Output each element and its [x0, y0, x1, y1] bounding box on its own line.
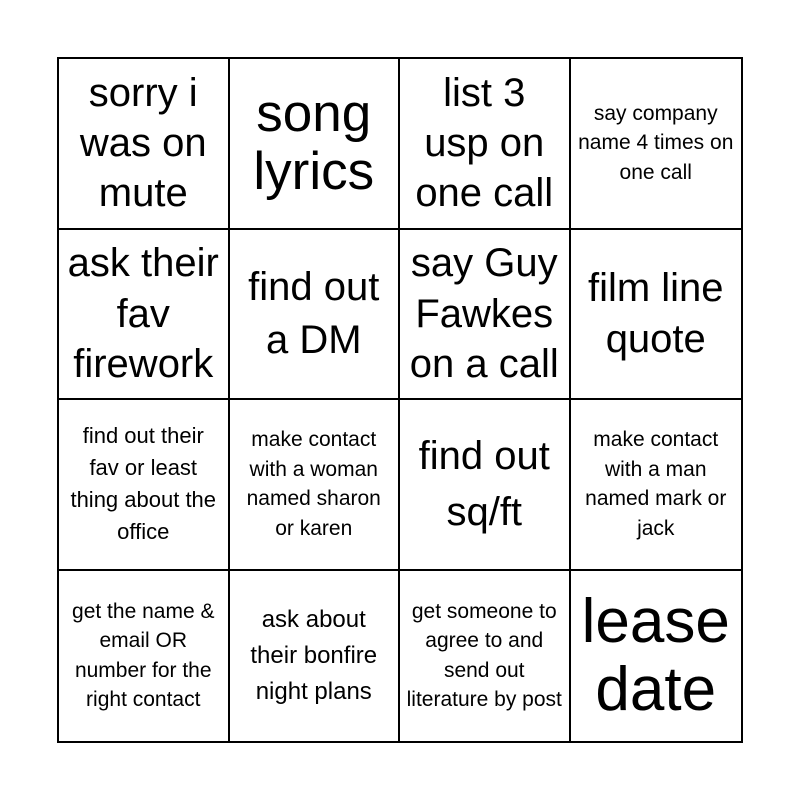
- cell-text: get someone to agree to and send out literature by post: [406, 599, 562, 712]
- bingo-cell[interactable]: [571, 400, 742, 571]
- cell-text: find out their fav or least thing about the office: [70, 423, 217, 545]
- bingo-cell[interactable]: [230, 59, 401, 230]
- bingo-cell[interactable]: [59, 59, 230, 230]
- cell-text: song lyrics: [253, 83, 375, 202]
- cell-text: find out sq/ft: [418, 434, 550, 535]
- cell-text: sorry i was on mute: [79, 70, 207, 216]
- bingo-cell[interactable]: [571, 571, 742, 742]
- cell-text: ask about their bonfire night plans: [250, 605, 378, 705]
- bingo-cell[interactable]: [400, 230, 571, 401]
- bingo-cell[interactable]: [59, 230, 230, 401]
- bingo-cell[interactable]: [571, 59, 742, 230]
- bingo-cell[interactable]: [400, 400, 571, 571]
- bingo-cell[interactable]: [400, 571, 571, 742]
- cell-text: get the name & email OR number for the right contact: [72, 599, 215, 712]
- cell-text: film line quote: [587, 266, 724, 361]
- cell-text: find out a DM: [248, 264, 380, 362]
- cell-text: lease date: [581, 586, 730, 724]
- bingo-cell[interactable]: [230, 571, 401, 742]
- cell-text: say company name 4 times on one call: [578, 101, 734, 185]
- cell-text: make contact with a man named mark or jack: [585, 428, 727, 540]
- bingo-cell[interactable]: [59, 571, 230, 742]
- cell-text: make contact with a woman named sharon or karen: [246, 428, 381, 540]
- bingo-cell[interactable]: [230, 230, 401, 401]
- bingo-cell[interactable]: [59, 400, 230, 571]
- cell-text: say Guy Fawkes on a call: [409, 241, 559, 386]
- bingo-grid: [57, 57, 743, 743]
- cell-text: list 3 usp on one call: [415, 70, 554, 216]
- bingo-cell[interactable]: [230, 400, 401, 571]
- cell-text: ask their fav firework: [67, 241, 219, 386]
- bingo-cell[interactable]: [400, 59, 571, 230]
- bingo-cell[interactable]: [571, 230, 742, 401]
